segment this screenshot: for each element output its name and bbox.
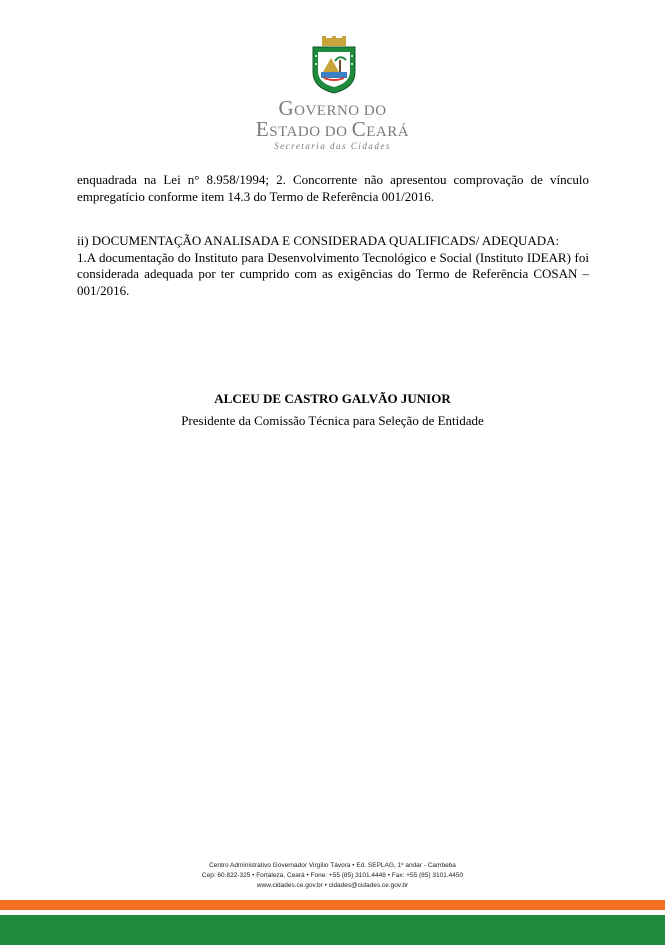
ceara-coat-of-arms-icon — [309, 36, 359, 94]
footer-stripe-orange — [0, 900, 665, 910]
footer-line1: Centro Administrativo Governador Virgílio Távora • Ed. SEPLAG, 1º andar - Cambeba — [209, 862, 456, 869]
footer-address — [0, 861, 665, 891]
footer-line3: www.cidades.ce.gov.br • cidades@cidades.ce.gov.br — [256, 882, 409, 889]
documentation-text: 1.A documentação do Instituto para Desenvolvimento Tecnológico e Social (Instituto IDEAR) foi considerada adequada por ter cumprido com as exigências do Termo de Referência COSAN – 001/2016. — [77, 249, 589, 298]
documentation-heading: ii) DOCUMENTAÇÃO ANALISADA E CONSIDERADA QUALIFICADS/ ADEQUADA: — [77, 233, 560, 248]
footer-stripe-green — [0, 915, 665, 945]
paragraph-documentation — [77, 233, 589, 299]
signatory-role: Presidente da Comissão Técnica para Seleção de Entidade — [181, 413, 484, 428]
government-title-line2: ESTADO DO CEARÁ — [255, 117, 410, 141]
signatory-name: ALCEU DE CASTRO GALVÃO JUNIOR — [214, 391, 451, 406]
government-title-line1: GOVERNO DO — [278, 96, 387, 120]
paragraph-vinculo: enquadrada na Lei n° 8.958/1994; 2. Concorrente não apresentou comprovação de vínculo empregatício conforme item 14.3 do Termo de Referência 001/2016. — [77, 172, 589, 204]
secretariat-subtitle: Secretaria das Cidades — [274, 141, 391, 151]
letterhead — [0, 0, 665, 160]
footer-line2: Cep: 60.822-325 • Fortaleza, Ceará • Fone: +55 (85) 3101.4448 • Fax: +55 (85) 3101.4450 — [201, 872, 464, 879]
